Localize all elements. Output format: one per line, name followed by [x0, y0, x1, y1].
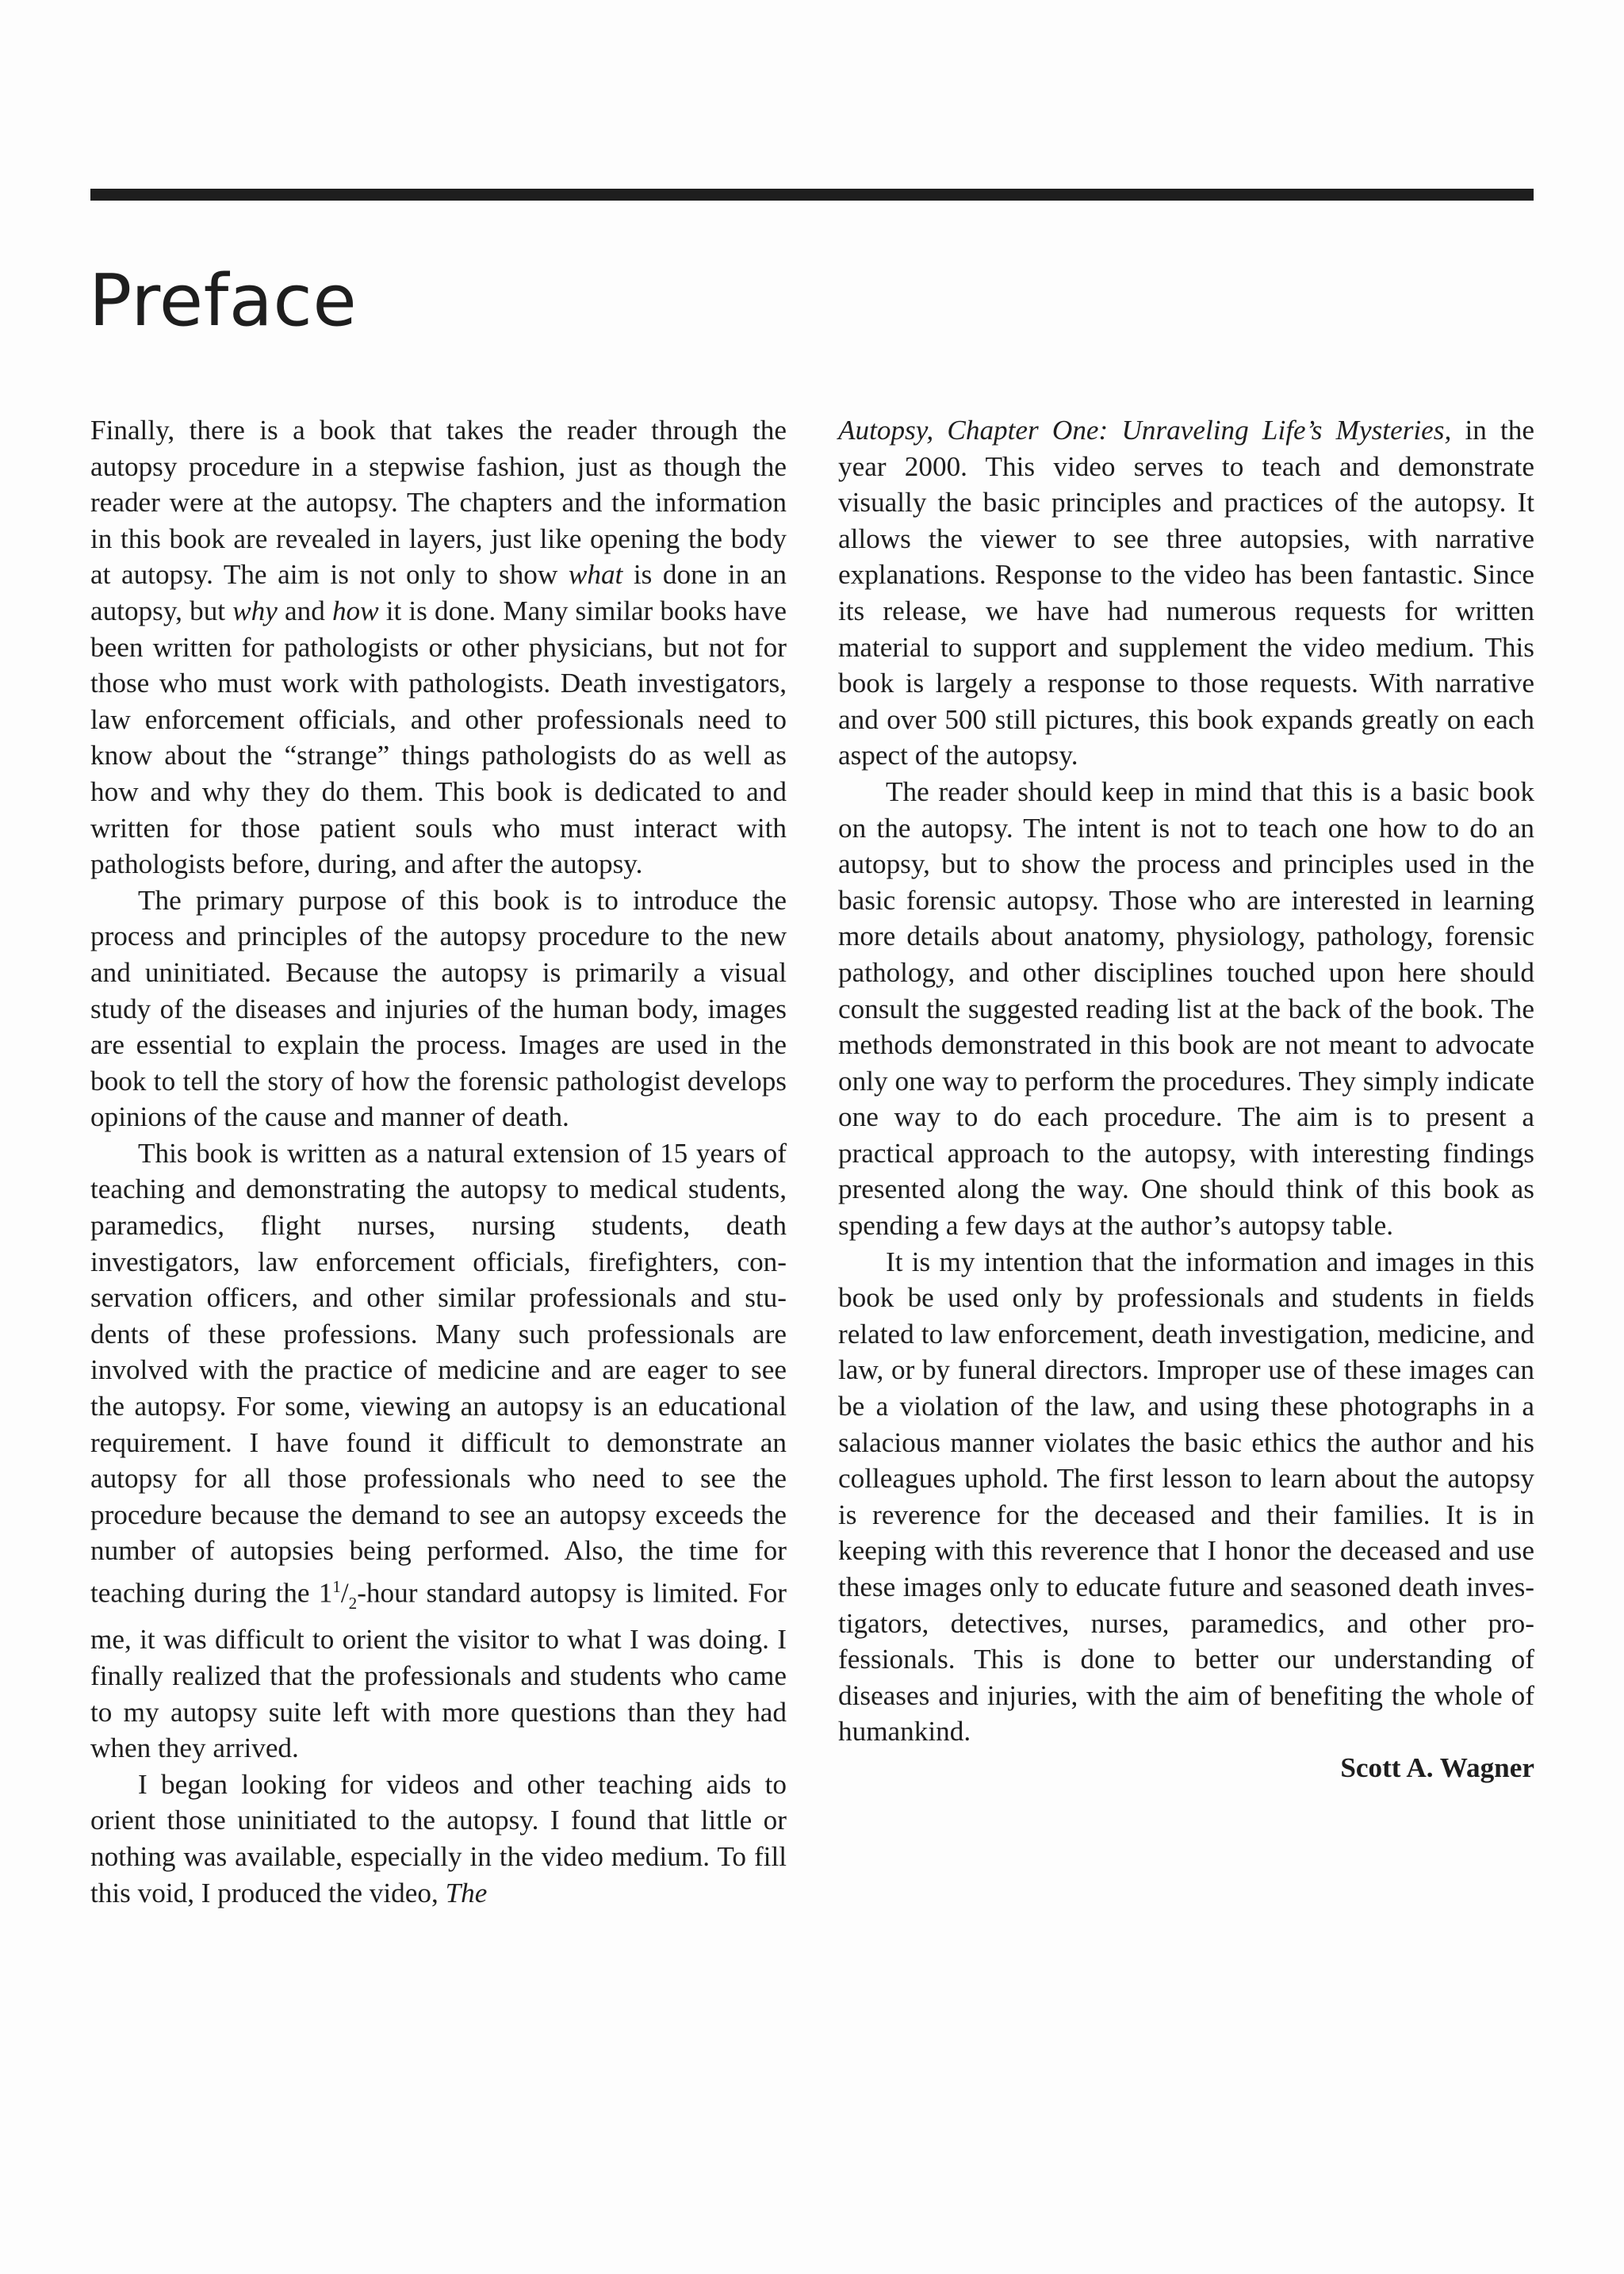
text-run: Finally, there is a book that takes the reader through the autopsy procedure in a stepwise fashion, just as though the reader were at the autopsy. The chapters and the information in this book are revealed in layers, just like opening the body at autopsy. The aim is not only to show: [90, 415, 787, 591]
emphasis-what: what: [568, 559, 623, 591]
fraction-numerator: 1: [332, 1577, 341, 1596]
author-signature: Scott A. Wagner: [1340, 1751, 1534, 1783]
paragraph-videos: [90, 1767, 787, 1911]
text-run: I began looking for videos and other teaching aids to orient those uninitiated to the autopsy. I found that little or nothing was available, especially in the video medium. To fill this void, I produced the video,: [90, 1768, 787, 1908]
fraction-slash: /: [340, 1577, 349, 1609]
video-title-start: The: [445, 1877, 488, 1908]
emphasis-why: why: [232, 595, 278, 626]
text-run: is done in an autopsy, but: [90, 559, 787, 626]
paragraph-basic-book: The reader should keep in mind that this is a basic book on the autopsy. The intent is not to teach one how to do an autopsy, but to show the process and principles used in the basic forensic autopsy. Those who are interested in learning more details about anatomy, physiology, pathology, forensic pathology, and other disciplines touched upon here should consult the suggested reading list at the back of the book. The methods demonstrated in this book are not meant to advocate only one way to perform the procedures. They simply indicate one way to do each procedure. The aim is to present a practical approach to the autopsy, with interesting findings presented along the way. One should think of this book as spending a few days at the author’s autopsy table.: [838, 775, 1534, 1242]
left-column: [90, 412, 787, 1911]
text-run: it is done. Many similar books have been written for pathologists or other physicians, but not for those who must work with pathologists. Death investigators, law enforcement officials, and other professionals need to know about the “strange” things pathologists do as well as how and why they do them. This book is dedicated to and written for those patient souls who must interact with pathologists before, during, and after the autopsy.: [90, 595, 787, 880]
fraction-denominator: 2: [348, 1593, 358, 1613]
text-run: This book is written as a natural extension of 15 years of teaching and demonstrating the autopsy to medical students, paramedics, flight nurses, nursing students, death investigators, law enforcement officials, firefighters, conservation officers, and other similar professionals and students of these professions. Many such professionals are involved with the practice of medicine and are eager to see the autopsy. For some, viewing an autopsy is an educational requirement. I have found it difficult to demonstrate an autopsy for all those professionals who need to see the procedure because the demand to see an autopsy exceeds the number of autopsies being performed. Also, the time for teaching during the 1: [90, 1137, 787, 1609]
paragraph-purpose: The primary purpose of this book is to introduce the process and principles of the autopsy procedure to the new and uninitiated. Because the autopsy is primarily a visual study of the diseases and injuries of the human body, images are essential to explain the process. Images are used in the book to tell the story of how the forensic pathologist develops opinions of the cause and manner of death.: [90, 884, 787, 1133]
paragraph-videos-continued: [838, 412, 1534, 774]
right-column: [838, 412, 1534, 1786]
paragraph-intro: [90, 412, 787, 882]
page-title: Preface: [89, 259, 358, 343]
emphasis-how: how: [331, 595, 379, 626]
paragraph-intention: It is my intention that the information and images in this book be used only by professionals and students in fields related to law enforcement, death investigation, medicine, and law, or by funeral directors. Improper use of these images can be a violation of the law, and using these photographs in a salacious manner violates the basic ethics the author and his colleagues uphold. The first lesson to learn about the autopsy is reverence for the deceased and their families. It is in keeping with this reverence that I honor the deceased and use these images only to educate future and seasoned death investigators, detectives, nurses, paramedics, and other professionals. This is done to better our understanding of diseases and injuries, with the aim of benefiting the whole of humankind.: [838, 1246, 1534, 1748]
video-title: Autopsy, Chapter One: Unraveling Life’s Mysteries,: [838, 415, 1452, 446]
text-run: and: [277, 595, 332, 626]
header-rule: [90, 189, 1534, 201]
text-run: -hour standard autopsy is limited. For me, it was difficult to orient the visitor to what I was doing. I finally realized that the professionals and students who came to my autopsy suite left with more questions than they had when they arrived.: [90, 1577, 787, 1764]
text-run: in the year 2000. This video serves to teach and demonstrate visually the basic principles and practices of the autopsy. It allows the viewer to see three autopsies, with narrative explanations. Response to the video has been fantastic. Since its release, we have had numerous requests for written material to support and supplement the video medium. This book is largely a response to those requests. With narrative and over 500 still pictures, this book expands greatly on each aspect of the autopsy.: [838, 415, 1535, 771]
paragraph-extension: [90, 1135, 787, 1767]
